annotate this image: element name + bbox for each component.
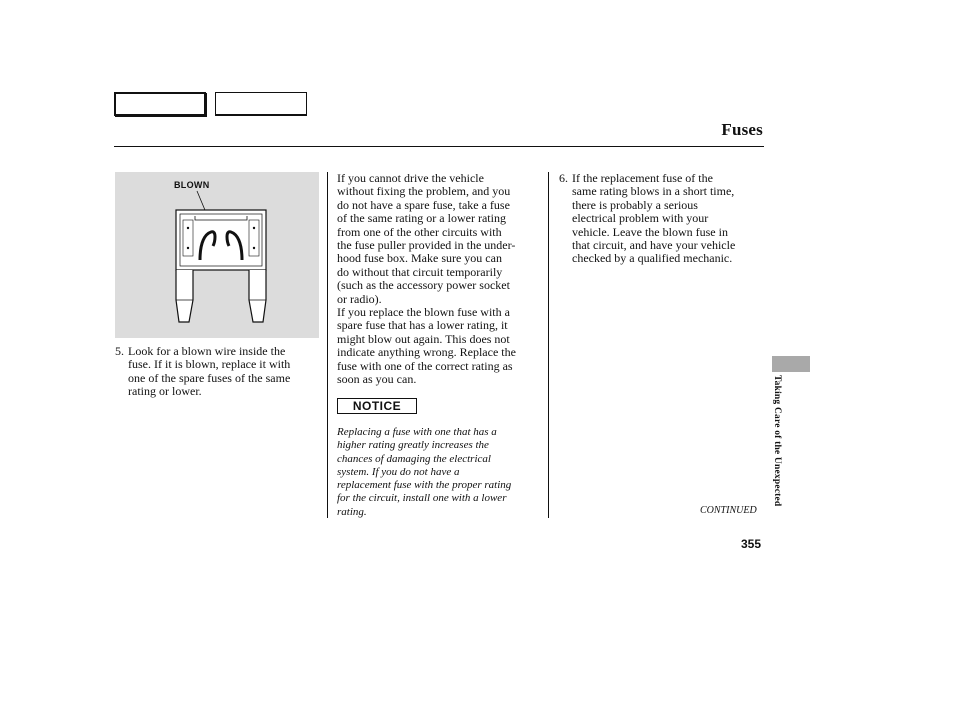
page-title: Fuses [721,120,763,139]
notice-line: chances of damaging the electrical [337,452,491,465]
step-5-line: rating or lower. [128,384,202,399]
page-number: 355 [741,537,762,551]
para-2-line: spare fuse that has a lower rating, it [337,318,508,333]
step-6-line: If the replacement fuse of the [572,171,713,185]
continued-label: CONTINUED [700,505,757,516]
para-1-line: do without that circuit temporarily [337,264,503,279]
fuse-drawing [115,172,319,338]
section-tab[interactable] [772,356,810,372]
step-5-number: 5. [115,344,124,358]
para-2-line: fuse with one of the correct rating as [337,358,513,373]
step-6-line: electrical problem with your [572,211,709,226]
step-6-line: that circuit, and have your vehicle [572,238,736,253]
notice-line: Replacing a fuse with one that has a [337,426,497,438]
notice-line: replacement fuse with the proper rating [337,479,512,492]
blown-fuse-illustration [115,172,319,338]
right-blade [249,270,266,322]
para-1-line: (such as the accessory power socket [337,278,510,293]
para-2-line: If you replace the blown fuse with a [337,305,510,320]
para-1-line: If you cannot drive the vehicle [337,171,484,185]
para-1-line: of the same rating or a lower rating [337,211,506,226]
title-divider [114,146,764,147]
notice-label: NOTICE [337,398,417,414]
para-2 [337,306,547,386]
notice-line: rating. [337,505,367,518]
step-5-line: fuse. If it is blown, replace it with [128,357,291,372]
notice-text [337,426,547,519]
left-blade [176,270,193,322]
step-6-number: 6. [559,171,568,185]
para-2-line: soon as you can. [337,372,417,387]
para-1-line: or radio). [337,291,382,306]
para-2-line: indicate anything wrong. Replace the [337,345,516,360]
para-1-line: from one of the other circuits with [337,224,502,239]
step-6 [559,172,765,266]
column-divider-2 [548,172,549,518]
para-1-line: hood fuse box. Make sure you can [337,251,502,266]
section-side-label: Taking Care of the Unexpected [772,375,782,507]
para-1-line: the fuse puller provided in the under- [337,238,516,253]
para-1-line: do not have a spare fuse, take a fuse [337,197,510,212]
step-6-line: vehicle. Leave the blown fuse in [572,224,728,239]
column-2-text [337,172,547,387]
step-6-line: checked by a qualified mechanic. [572,251,733,266]
notice-line: for the circuit, install one with a lower [337,492,507,505]
nav-button-2[interactable] [215,92,307,116]
column-divider-1 [327,172,328,518]
para-1-line: without fixing the problem, and you [337,184,511,199]
step-5-line: one of the spare fuses of the same [128,370,291,385]
notice-line: higher rating greatly increases the [337,439,489,452]
para-1 [337,172,547,306]
step-6-line: same rating blows in a short time, [572,184,735,199]
notice-line: system. If you do not have a [337,465,460,478]
step-5-line: Look for a blown wire inside the [128,344,286,358]
nav-button-1[interactable] [114,92,206,116]
fuse-body [176,210,266,270]
para-2-line: might blow out again. This does not [337,331,510,346]
step-5 [115,345,320,399]
step-6-line: there is probably a serious [572,197,698,212]
figure-label-blown: BLOWN [174,180,210,190]
